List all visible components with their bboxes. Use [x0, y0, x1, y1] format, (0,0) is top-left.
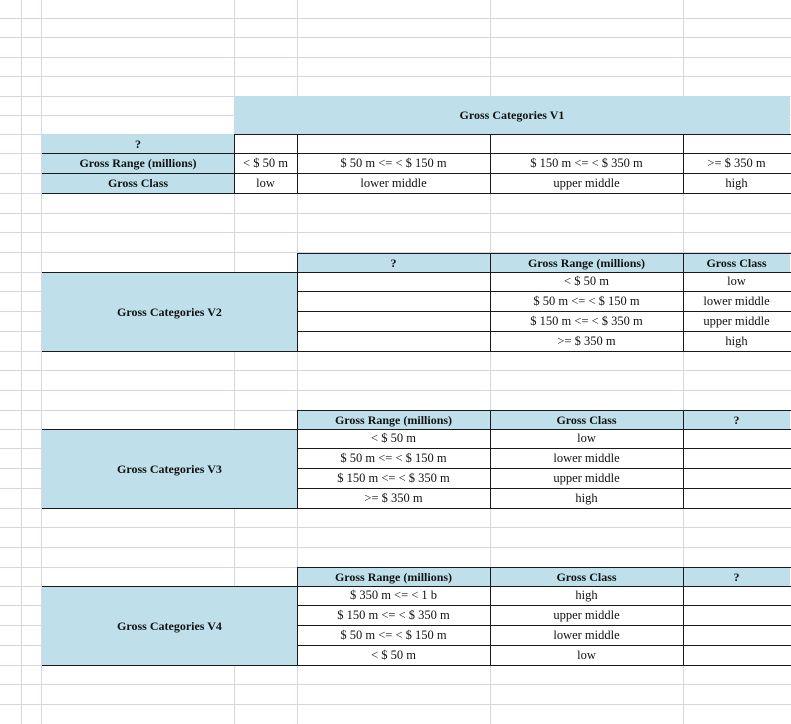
v3-title[interactable]: Gross Categories V3: [117, 461, 222, 476]
v1-class-cell[interactable]: upper middle: [553, 175, 620, 190]
v1-title[interactable]: Gross Categories V1: [459, 108, 565, 122]
v4-range-cell[interactable]: $ 150 m <= < $ 350 m: [337, 607, 450, 622]
v3-range-cell[interactable]: < $ 50 m: [371, 431, 416, 446]
v1-range-cell[interactable]: $ 150 m <= < $ 350 m: [530, 155, 643, 170]
v4-range-header[interactable]: Gross Range (millions): [334, 569, 453, 584]
v2-class-cell[interactable]: upper middle: [703, 313, 770, 328]
v4-range-cell[interactable]: $ 50 m <= < $ 150 m: [340, 627, 447, 642]
v1-range-label[interactable]: Gross Range (millions): [79, 156, 197, 170]
v3-range-cell[interactable]: >= $ 350 m: [364, 490, 423, 505]
cell-border: [297, 351, 791, 352]
v1-question-label[interactable]: ?: [135, 136, 141, 151]
cell-border: [297, 665, 791, 666]
v1-class-cell[interactable]: low: [256, 175, 275, 190]
v4-question-cell[interactable]: [683, 645, 790, 665]
cell-border: [297, 508, 791, 509]
v2-class-header[interactable]: Gross Class: [706, 255, 767, 270]
v4-title[interactable]: Gross Categories V4: [117, 618, 222, 633]
v1-class-cell[interactable]: lower middle: [360, 175, 427, 190]
v3-range-cell[interactable]: $ 150 m <= < $ 350 m: [337, 470, 450, 485]
v2-class-cell[interactable]: low: [727, 274, 746, 289]
v3-class-cell[interactable]: high: [575, 490, 598, 505]
v3-range-header[interactable]: Gross Range (millions): [334, 412, 453, 427]
v3-question-cell[interactable]: [683, 429, 790, 448]
v3-class-cell[interactable]: lower middle: [553, 450, 620, 465]
cell-border: [42, 665, 298, 666]
v4-class-cell[interactable]: upper middle: [553, 607, 620, 622]
v3-question-cell[interactable]: [683, 468, 790, 488]
v4-question-header[interactable]: ?: [733, 569, 740, 584]
v4-class-cell[interactable]: high: [575, 588, 598, 603]
cell-border: [42, 351, 298, 352]
cell-border: [42, 508, 298, 509]
v2-question-header[interactable]: ?: [390, 255, 397, 270]
v2-range-cell[interactable]: $ 50 m <= < $ 150 m: [533, 293, 640, 308]
v4-question-cell[interactable]: [683, 625, 790, 645]
v2-question-cell[interactable]: [297, 291, 490, 311]
v2-range-header[interactable]: Gross Range (millions): [527, 255, 646, 270]
v1-question-cell[interactable]: [297, 134, 490, 153]
v2-class-cell[interactable]: lower middle: [703, 293, 770, 308]
v1-question-cell[interactable]: [683, 134, 790, 153]
v1-class-cell[interactable]: high: [725, 175, 748, 190]
v2-title[interactable]: Gross Categories V2: [117, 304, 222, 319]
v4-question-cell[interactable]: [683, 586, 790, 605]
cell-border: [234, 193, 791, 194]
v1-question-cell[interactable]: [234, 134, 297, 153]
v4-class-cell[interactable]: lower middle: [553, 627, 620, 642]
v1-range-cell[interactable]: < $ 50 m: [243, 155, 288, 170]
v4-range-cell[interactable]: < $ 50 m: [371, 647, 416, 662]
v3-question-cell[interactable]: [683, 488, 790, 508]
v1-question-cell[interactable]: [490, 134, 683, 153]
v3-class-header[interactable]: Gross Class: [556, 412, 617, 427]
v3-question-cell[interactable]: [683, 448, 790, 468]
v4-class-cell[interactable]: low: [577, 647, 596, 662]
v2-question-cell[interactable]: [297, 272, 490, 291]
v4-class-header[interactable]: Gross Class: [556, 569, 617, 584]
v4-range-cell[interactable]: $ 350 m <= < 1 b: [349, 588, 438, 603]
v1-class-label[interactable]: Gross Class: [107, 176, 169, 190]
cell-border: [42, 193, 235, 194]
v1-range-cell[interactable]: $ 50 m <= < $ 150 m: [340, 155, 447, 170]
v2-class-cell[interactable]: high: [725, 333, 748, 348]
v2-range-cell[interactable]: $ 150 m <= < $ 350 m: [530, 313, 643, 328]
v4-question-cell[interactable]: [683, 605, 790, 625]
v3-class-cell[interactable]: low: [577, 431, 596, 446]
v2-range-cell[interactable]: >= $ 350 m: [557, 333, 616, 348]
v1-range-cell[interactable]: >= $ 350 m: [707, 155, 766, 170]
v3-class-cell[interactable]: upper middle: [553, 470, 620, 485]
v2-question-cell[interactable]: [297, 331, 490, 351]
v3-question-header[interactable]: ?: [733, 412, 740, 427]
v2-range-cell[interactable]: < $ 50 m: [564, 274, 609, 289]
v2-question-cell[interactable]: [297, 311, 490, 331]
v3-range-cell[interactable]: $ 50 m <= < $ 150 m: [340, 450, 447, 465]
